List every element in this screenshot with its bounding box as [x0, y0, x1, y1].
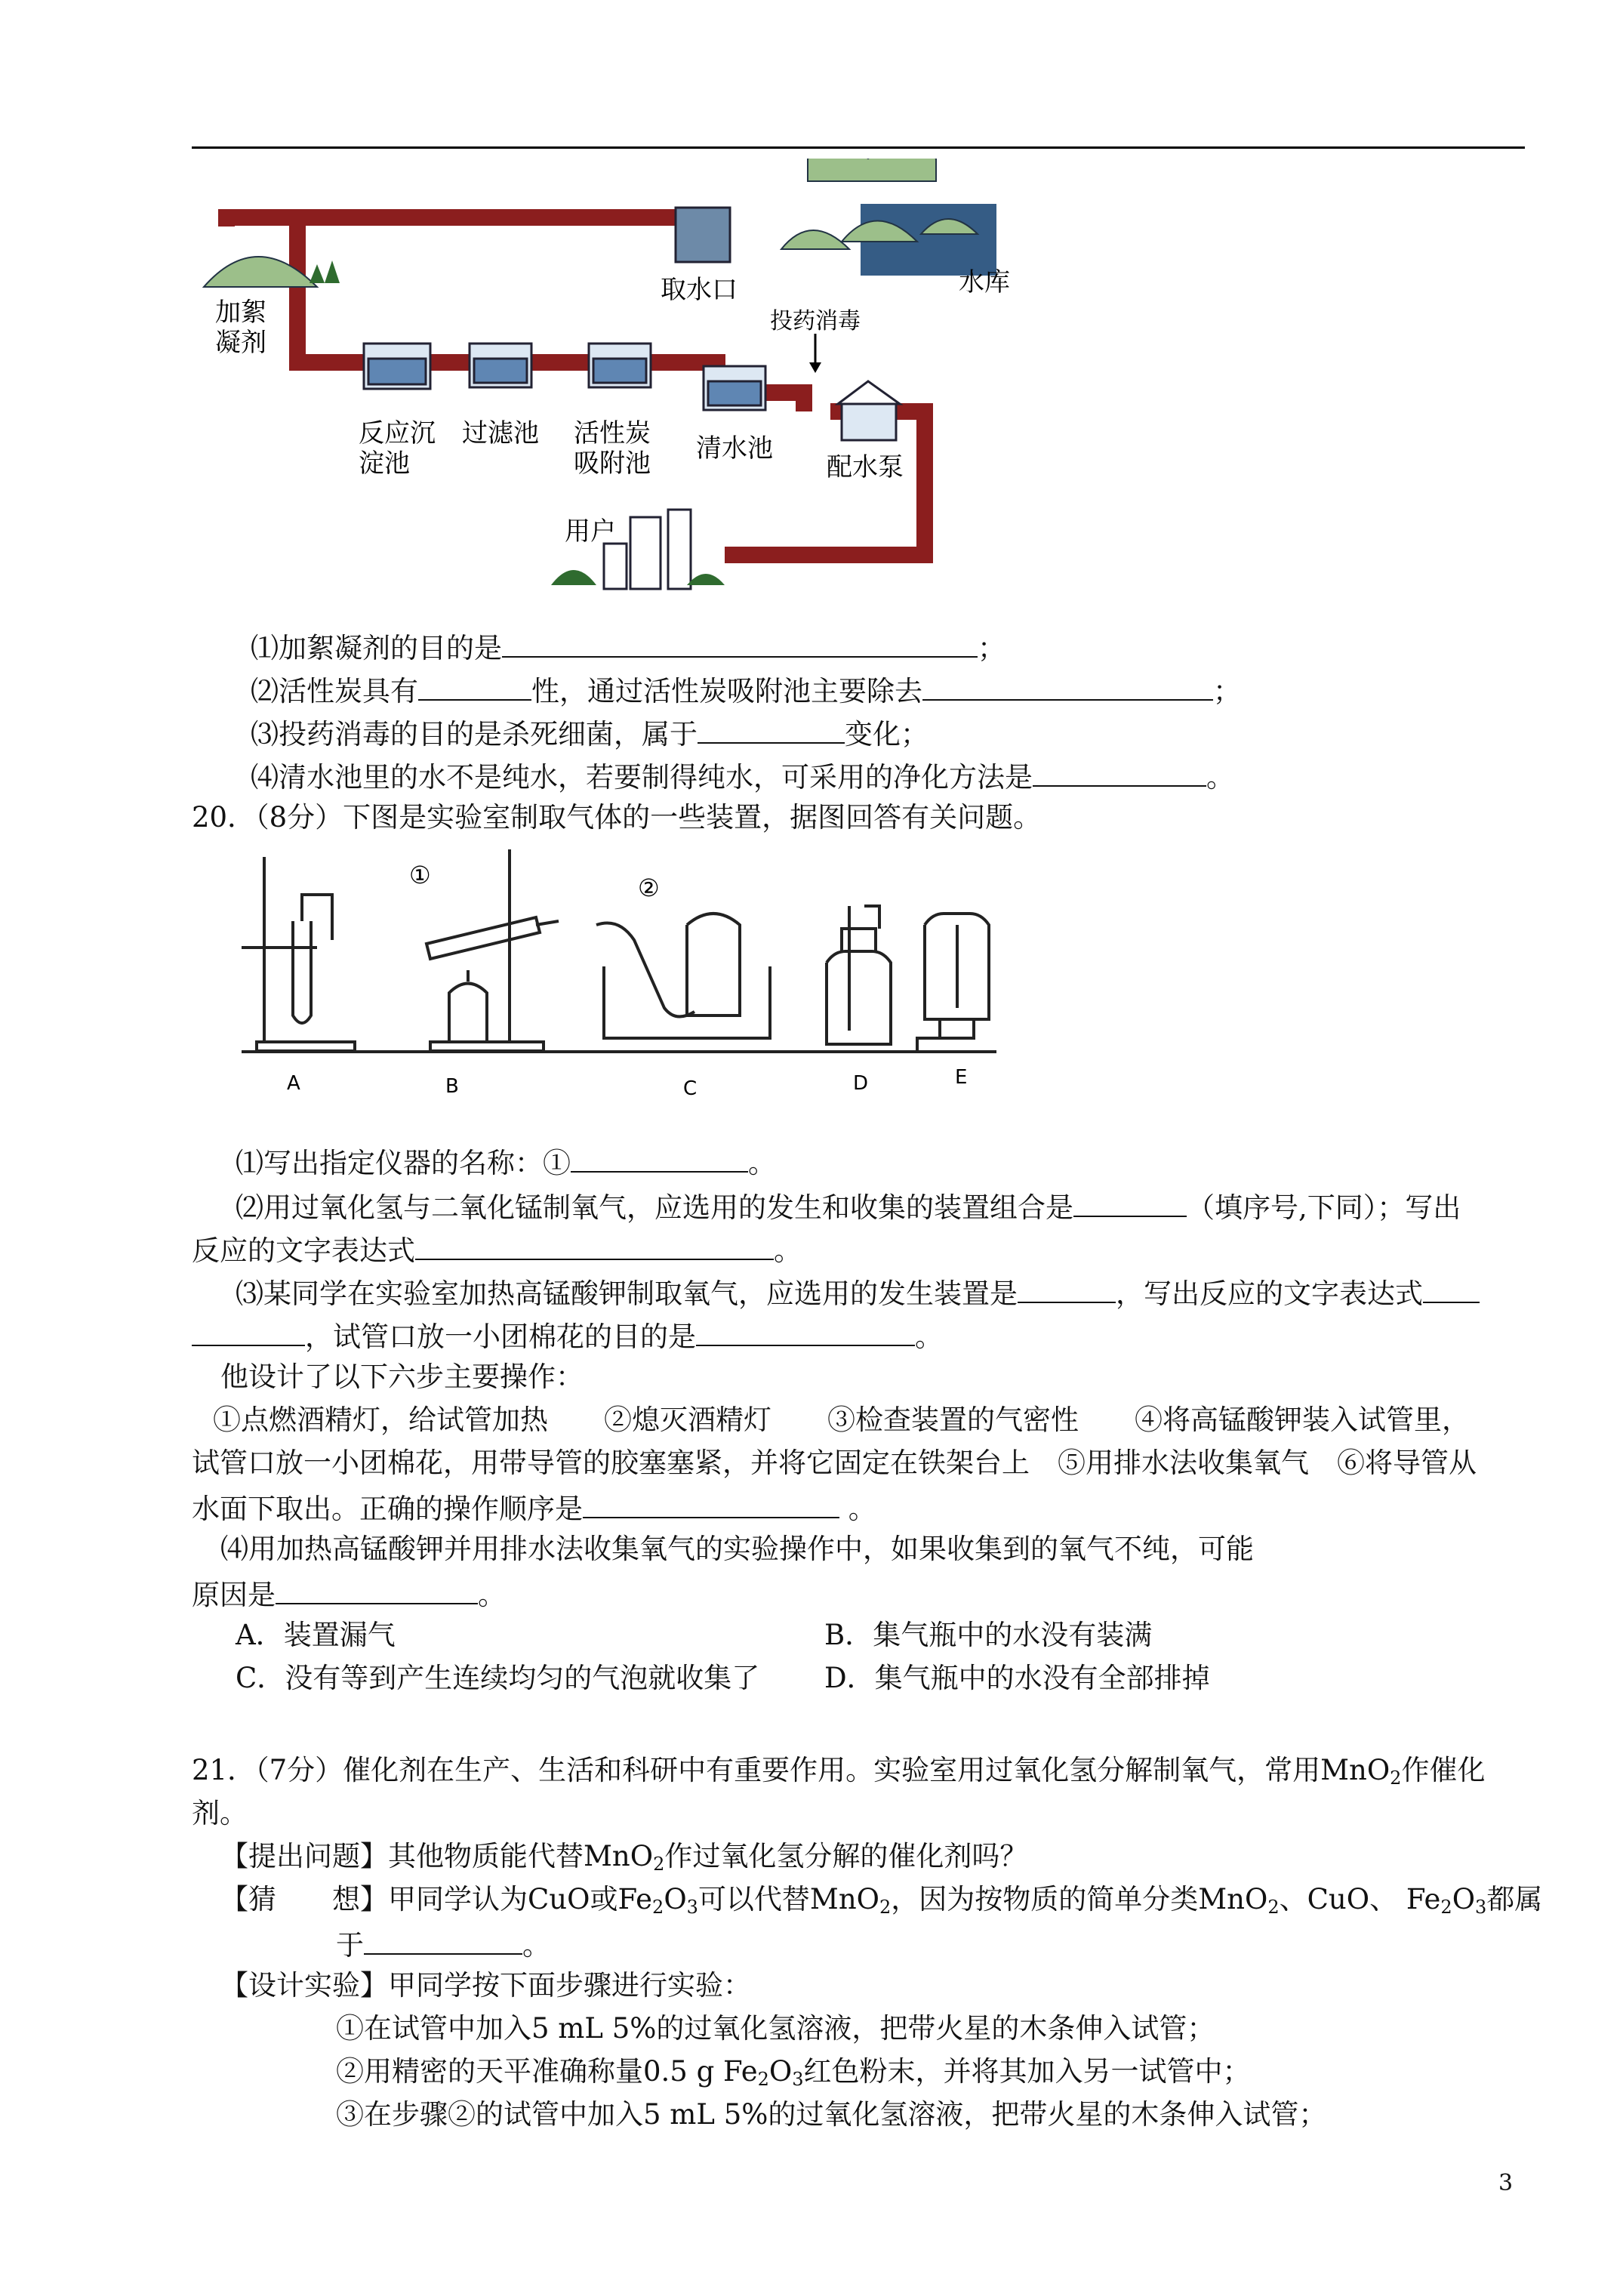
svg-text:D: D	[853, 1072, 869, 1095]
svg-text:E: E	[955, 1066, 968, 1089]
q21-guess-blank[interactable]	[364, 1926, 522, 1955]
q20-part3-blank-order[interactable]	[583, 1490, 839, 1518]
q20-part3-blank-a[interactable]	[1018, 1274, 1116, 1303]
svg-text:吸附池: 吸附池	[574, 448, 651, 479]
water-treatment-diagram	[196, 159, 1049, 596]
svg-text:加絮: 加絮	[215, 297, 266, 328]
svg-text:投药消毒: 投药消毒	[770, 308, 861, 334]
q19-part2-blank-a[interactable]	[418, 672, 531, 701]
q20-part2-blank-a[interactable]	[1073, 1188, 1187, 1217]
svg-text:清水池: 清水池	[696, 433, 773, 464]
svg-text:水库: 水库	[959, 267, 1010, 297]
svg-text:A: A	[287, 1072, 300, 1095]
gas-apparatus-figure	[242, 849, 1012, 1099]
svg-text:用户: 用户	[565, 516, 616, 547]
q19-part1-text: ⑴加絮凝剂的目的是	[251, 632, 502, 664]
q19-part1-blank[interactable]	[502, 629, 978, 658]
option-b[interactable]: B．集气瓶中的水没有装满	[824, 1619, 1153, 1651]
page-number: 3	[1498, 2170, 1514, 2196]
q20-part2-blank-b[interactable]	[415, 1231, 774, 1260]
svg-text:②: ②	[638, 874, 660, 902]
svg-text:①: ①	[409, 861, 431, 889]
svg-text:凝剂: 凝剂	[215, 328, 266, 358]
svg-text:B: B	[445, 1075, 459, 1098]
q19-part4-blank[interactable]	[1033, 758, 1206, 787]
q20-part1-blank[interactable]	[571, 1144, 748, 1173]
option-c[interactable]: C．没有等到产生连续均匀的气泡就收集了	[236, 1662, 760, 1694]
svg-text:取水口: 取水口	[661, 275, 738, 305]
q19-part2-blank-b[interactable]	[922, 672, 1213, 701]
option-d[interactable]: D．集气瓶中的水没有全部排掉	[824, 1662, 1210, 1694]
option-a[interactable]: A．装置漏气	[236, 1619, 396, 1651]
header-rule	[192, 146, 1525, 149]
q20-part3-blank-d[interactable]	[696, 1318, 915, 1346]
q19-part3-blank[interactable]	[698, 715, 845, 744]
svg-text:C: C	[683, 1077, 698, 1099]
q20-part3-blank-c[interactable]	[192, 1318, 305, 1346]
q20-part4-blank[interactable]	[276, 1576, 478, 1604]
q20-part3-blank-b[interactable]	[1423, 1274, 1480, 1303]
svg-text:淀池: 淀池	[359, 448, 410, 479]
svg-text:配水泵: 配水泵	[827, 452, 904, 482]
svg-text:过滤池: 过滤池	[462, 418, 539, 448]
svg-text:活性炭: 活性炭	[574, 418, 651, 448]
svg-text:反应沉: 反应沉	[359, 418, 436, 448]
q20-title: 20．（8分）下图是实验室制取气体的一些装置，据图回答有关问题。	[192, 801, 1042, 834]
